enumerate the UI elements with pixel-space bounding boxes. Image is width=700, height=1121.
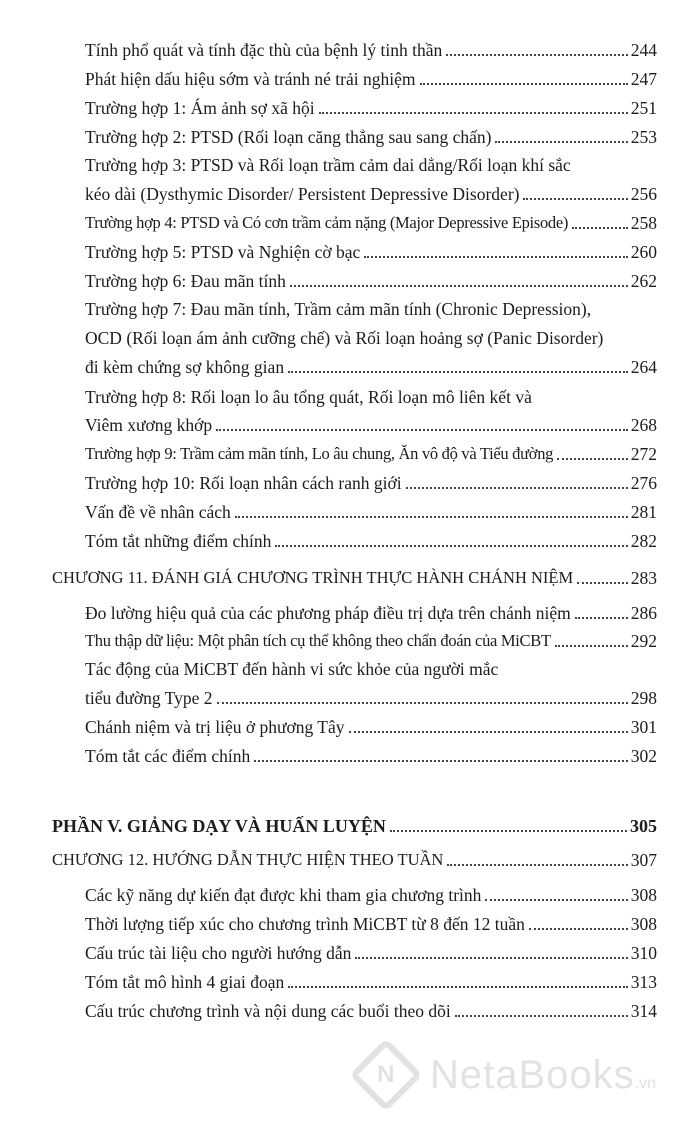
toc-entry-title: Viêm xương khớp <box>85 415 213 435</box>
toc-entry <box>85 885 657 905</box>
toc-entry-title: Phát hiện dấu hiệu sớm và tránh né trải nghiệm <box>85 69 416 89</box>
netabooks-watermark <box>360 1045 690 1105</box>
dot-leader <box>288 986 627 988</box>
toc-entry <box>85 531 657 551</box>
toc-entry-title: Thời lượng tiếp xúc cho chương trình MiCBT từ 8 đến 12 tuần <box>85 914 525 934</box>
toc-entry-page: 264 <box>630 357 657 377</box>
dot-leader <box>275 545 627 547</box>
toc-part-entry <box>52 816 657 836</box>
netabooks-logo-icon <box>349 1038 423 1112</box>
toc-entry <box>85 184 657 204</box>
dot-leader <box>420 83 628 85</box>
toc-entry-page: 262 <box>630 271 657 291</box>
toc-entry <box>85 972 657 992</box>
toc-entry-title: Thu thập dữ liệu: Một phân tích cụ thể không theo chẩn đoán của MiCBT <box>85 631 551 650</box>
toc-entry-title: tiểu đường Type 2 <box>85 688 213 708</box>
toc-entry <box>85 943 657 963</box>
toc-entry-page: 310 <box>630 943 657 963</box>
toc-entry <box>85 631 657 651</box>
dot-leader <box>254 760 628 762</box>
toc-entry-page: 301 <box>630 717 657 737</box>
toc-entry-page: 286 <box>630 603 657 623</box>
toc-entry-page: 276 <box>630 473 657 493</box>
dot-leader <box>216 429 628 431</box>
dot-leader <box>529 928 628 930</box>
dot-leader <box>555 645 628 647</box>
toc-part-title: PHẦN V. GIẢNG DẠY VÀ HUẤN LUYỆN <box>52 816 386 836</box>
toc-entry-page: 307 <box>630 850 657 870</box>
toc-entry-title: Tính phổ quát và tính đặc thù của bệnh lý tinh thần <box>85 40 443 60</box>
toc-entry-title: Trường hợp 1: Ám ảnh sợ xã hội <box>85 98 315 118</box>
dot-leader <box>447 864 627 866</box>
dot-leader <box>355 957 627 959</box>
toc-entry <box>85 127 657 147</box>
toc-chapter-title: CHƯƠNG 12. HƯỚNG DẪN THỰC HIỆN THEO TUẦN <box>52 850 444 869</box>
toc-entry-title: Trường hợp 4: PTSD và Có cơn trầm cảm nặng (Major Depressive Episode) <box>85 213 569 232</box>
toc-entry <box>85 98 657 118</box>
toc-entry-title: Trường hợp 6: Đau mãn tính <box>85 271 286 291</box>
toc-entry <box>85 717 657 737</box>
toc-entry-title: Đo lường hiệu quả của các phương pháp điều trị dựa trên chánh niệm <box>85 603 571 623</box>
toc-entry-title: Trường hợp 2: PTSD (Rối loạn căng thẳng sau sang chấn) <box>85 127 492 147</box>
toc-entry-title: kéo dài (Dysthymic Disorder/ Persistent Depressive Disorder) <box>85 184 520 204</box>
dot-leader <box>364 256 627 258</box>
toc-entry-page: 282 <box>630 531 657 551</box>
toc-entry-title-line: OCD (Rối loạn ám ảnh cưỡng chế) và Rối loạn hoảng sợ (Panic Disorder) <box>85 328 604 348</box>
dot-leader <box>217 702 628 704</box>
toc-entry-page: 314 <box>630 1001 657 1021</box>
toc-entry-title: Các kỹ năng dự kiến đạt được khi tham gia chương trình <box>85 885 482 905</box>
dot-leader <box>446 54 628 56</box>
dot-leader <box>577 582 628 584</box>
toc-entry <box>85 473 657 493</box>
dot-leader <box>575 617 628 619</box>
toc-entry-page: 253 <box>630 127 657 147</box>
dot-leader <box>290 285 628 287</box>
toc-entry <box>85 40 657 60</box>
toc-entry-title-line: Trường hợp 3: PTSD và Rối loạn trầm cảm dai dẳng/Rối loạn khí sắc <box>85 155 571 175</box>
toc-entry-page: 305 <box>630 816 657 836</box>
toc-entry-page: 313 <box>630 972 657 992</box>
toc-entry-title-line: Trường hợp 7: Đau mãn tính, Trầm cảm mãn tính (Chronic Depression), <box>85 299 592 319</box>
toc-entry-page: 244 <box>630 40 657 60</box>
watermark-logo-letter: N <box>377 1061 395 1088</box>
toc-entry-title: Cấu trúc tài liệu cho người hướng dẫn <box>85 943 352 963</box>
watermark-brand: NetaBooks <box>430 1052 635 1097</box>
toc-entry-title: Tóm tắt các điểm chính <box>85 746 251 766</box>
toc-entry <box>85 357 657 377</box>
toc-entry-title: Tóm tắt mô hình 4 giai đoạn <box>85 972 285 992</box>
toc-entry-page: 298 <box>630 688 657 708</box>
dot-leader <box>288 371 628 373</box>
toc-chapter-entry <box>52 568 657 588</box>
dot-leader <box>523 198 627 200</box>
toc-entry-title: Trường hợp 10: Rối loạn nhân cách ranh giới <box>85 473 402 493</box>
toc-entry <box>85 603 657 623</box>
toc-entry-page: 260 <box>630 242 657 262</box>
toc-entry-page: 283 <box>630 568 657 588</box>
toc-entry-page: 256 <box>630 184 657 204</box>
toc-entry <box>85 415 657 435</box>
toc-entry-title: Tóm tắt những điểm chính <box>85 531 272 551</box>
toc-entry-page: 268 <box>630 415 657 435</box>
dot-leader <box>455 1015 628 1017</box>
dot-leader <box>557 458 628 460</box>
toc-entry-title: đi kèm chứng sợ không gian <box>85 357 285 377</box>
toc-entry <box>85 69 657 89</box>
toc-entry <box>85 746 657 766</box>
dot-leader <box>349 731 628 733</box>
toc-entry-page: 258 <box>630 213 657 233</box>
toc-entry-title-line: Trường hợp 8: Rối loạn lo âu tổng quát, Rối loạn mô liên kết và <box>85 387 532 407</box>
toc-entry-title: Cấu trúc chương trình và nội dung các buổi theo dõi <box>85 1001 451 1021</box>
dot-leader <box>406 487 628 489</box>
dot-leader <box>390 830 627 832</box>
toc-entry-title: Vấn đề về nhân cách <box>85 502 231 522</box>
toc-entry <box>85 1001 657 1021</box>
toc-entry-title-line: Tác động của MiCBT đến hành vi sức khỏe của người mắc <box>85 659 499 679</box>
toc-entry-page: 308 <box>630 885 657 905</box>
toc-entry <box>85 213 657 233</box>
toc-entry-page: 272 <box>630 444 657 464</box>
toc-chapter-entry <box>52 850 657 870</box>
toc-entry-page: 281 <box>630 502 657 522</box>
toc-entry-title: Trường hợp 9: Trầm cảm mãn tính, Lo âu chung, Ăn vô độ và Tiểu đường <box>85 444 554 463</box>
toc-entry <box>85 502 657 522</box>
toc-entry-page: 251 <box>630 98 657 118</box>
toc-entry-page: 308 <box>630 914 657 934</box>
dot-leader <box>485 899 627 901</box>
dot-leader <box>495 141 627 143</box>
dot-leader <box>319 112 628 114</box>
toc-entry-title: Trường hợp 5: PTSD và Nghiện cờ bạc <box>85 242 361 262</box>
watermark-suffix: .vn <box>634 1075 657 1092</box>
dot-leader <box>572 227 628 229</box>
toc-entry <box>85 444 657 464</box>
toc-entry-page: 302 <box>630 746 657 766</box>
toc-entry-page: 292 <box>630 631 657 651</box>
toc-entry-page: 247 <box>630 69 657 89</box>
toc-entry <box>85 242 657 262</box>
toc-entry <box>85 271 657 291</box>
toc-entry <box>85 914 657 934</box>
toc-entry <box>85 688 657 708</box>
dot-leader <box>235 516 628 518</box>
toc-entry-title: Chánh niệm và trị liệu ở phương Tây <box>85 717 345 737</box>
toc-chapter-title: CHƯƠNG 11. ĐÁNH GIÁ CHƯƠNG TRÌNH THỰC HÀNH CHÁNH NIỆM <box>52 568 574 587</box>
